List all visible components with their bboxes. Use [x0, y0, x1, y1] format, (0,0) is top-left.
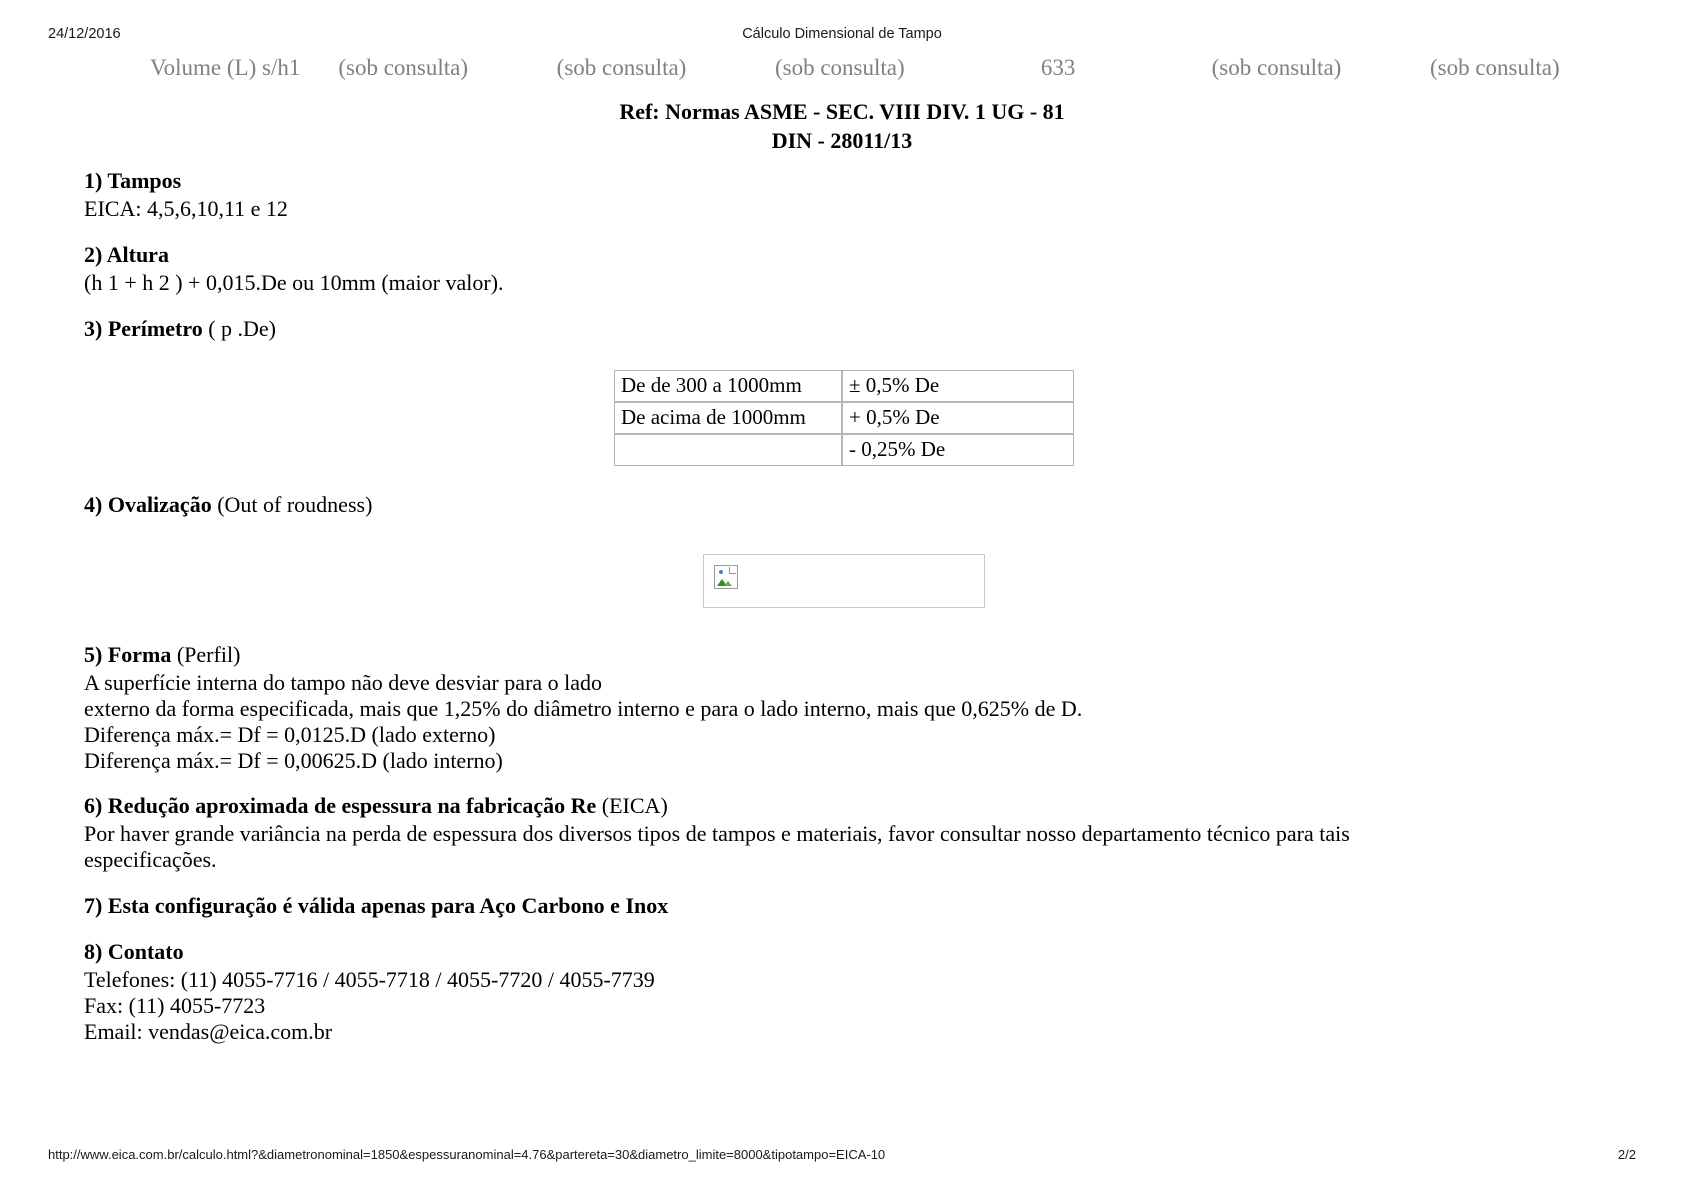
section-tampos — [84, 168, 1604, 222]
section-contato-title: 8) Contato — [84, 939, 184, 965]
perimeter-range-label — [614, 434, 842, 466]
broken-image-corner — [730, 566, 737, 573]
reference-line-1: Ref: Normas ASME - SEC. VIII DIV. 1 UG - 81 — [619, 99, 1065, 124]
orphan-row-cell: (sob consulta) — [774, 55, 905, 80]
contato-email: Email: vendas@eica.com.br — [84, 1019, 333, 1045]
section-tampos-title: 1) Tampos — [84, 168, 182, 193]
orphan-table-row — [84, 52, 1604, 84]
orphan-row-label: Volume (L) s/h1 — [150, 55, 301, 80]
perimeter-range-label: De acima de 1000mm — [614, 402, 842, 434]
section-forma-line-3: Diferença máx.= Df = 0,0125.D (lado externo) — [84, 721, 496, 747]
print-title: Cálculo Dimensional de Tampo — [742, 26, 942, 42]
broken-image-mountain-small — [724, 581, 732, 586]
broken-image-sun — [719, 570, 723, 574]
perimeter-tolerance-value: + 0,5% De — [842, 402, 1074, 434]
section-reducao-title-note: (EICA) — [596, 793, 668, 819]
table-row — [614, 370, 1074, 402]
section-configuracao-title: 7) Esta configuração é válida apenas para Aço Carbono e Inox — [84, 893, 669, 919]
section-contato — [84, 939, 1604, 1045]
perimeter-table — [614, 370, 1074, 466]
table-row — [614, 402, 1074, 434]
ovalizacao-image-box — [703, 554, 985, 608]
section-forma-title-note: (Perfil) — [171, 641, 241, 667]
orphan-row-cell: (sob consulta) — [1429, 55, 1560, 80]
table-row — [614, 434, 1074, 466]
section-reducao-title-text: 6) Redução aproximada de espessura na fabricação Re — [84, 793, 597, 819]
broken-image-icon — [714, 565, 738, 589]
section-reducao-line-2: especificações. — [84, 847, 217, 873]
section-perimetro — [84, 316, 1604, 466]
section-altura-line: (h 1 + h 2 ) + 0,015.De ou 10mm (maior valor). — [84, 269, 504, 295]
perimeter-tolerance-value: ± 0,5% De — [842, 370, 1074, 402]
section-forma-line-4: Diferença máx.= Df = 0,00625.D (lado interno) — [84, 747, 503, 773]
section-configuracao — [84, 893, 1604, 919]
contato-telefones: Telefones: (11) 4055-7716 / 4055-7718 / 4055-7720 / 4055-7739 — [84, 967, 655, 993]
section-forma-title-text: 5) Forma — [84, 641, 172, 667]
section-forma-title — [84, 642, 1604, 668]
perimeter-range-label: De de 300 a 1000mm — [614, 370, 842, 402]
print-source-url: http://www.eica.com.br/calculo.html?&diametronominal=1850&espessuranominal=4.76&partereta=30&diametro_limite=8000&tipotampo=EICA-10 — [48, 1147, 886, 1162]
orphan-row-cell: (sob consulta) — [556, 55, 687, 80]
orphan-row-cell: 633 — [1040, 55, 1076, 80]
section-forma-line-2: externo da forma especificada, mais que 1,25% do diâmetro interno e para o lado interno, mais que 0,625% de D. — [84, 695, 1083, 721]
section-reducao-title — [84, 793, 1604, 819]
contato-fax: Fax: (11) 4055-7723 — [84, 993, 266, 1019]
print-header — [0, 26, 1684, 44]
section-ovalizacao — [84, 492, 1604, 608]
section-ovalizacao-title-note: (Out of roudness) — [211, 491, 373, 517]
section-altura-title: 2) Altura — [84, 241, 169, 267]
section-tampos-line: EICA: 4,5,6,10,11 e 12 — [84, 195, 288, 221]
orphan-row-cell: (sob consulta) — [1211, 55, 1342, 80]
document-content — [84, 168, 1604, 1065]
section-perimetro-title-text: 3) Perímetro — [84, 315, 203, 341]
section-reducao-line-1: Por haver grande variância na perda de espessura dos diversos tipos de tampos e materiais, favor consultar nosso departamento técnico para tais — [84, 821, 1350, 847]
perimeter-table-wrap — [84, 370, 1604, 466]
print-date: 24/12/2016 — [48, 26, 121, 42]
section-ovalizacao-title-text: 4) Ovalização — [84, 491, 212, 517]
reference-line-2: DIN - 28011/13 — [771, 127, 913, 153]
orphan-row-cell: (sob consulta) — [338, 55, 468, 80]
print-footer — [0, 1147, 1684, 1165]
reference-heading — [0, 98, 1684, 155]
section-forma-line-1: A superfície interna do tampo não deve desviar para o lado — [84, 669, 603, 695]
print-page-number: 2/2 — [1617, 1147, 1636, 1162]
perimeter-tolerance-value: - 0,25% De — [842, 434, 1074, 466]
section-ovalizacao-title — [84, 492, 1604, 518]
section-forma — [84, 642, 1604, 774]
section-reducao — [84, 793, 1604, 873]
section-perimetro-title — [84, 316, 1604, 342]
section-altura — [84, 242, 1604, 296]
section-perimetro-title-note: ( p .De) — [202, 315, 277, 341]
